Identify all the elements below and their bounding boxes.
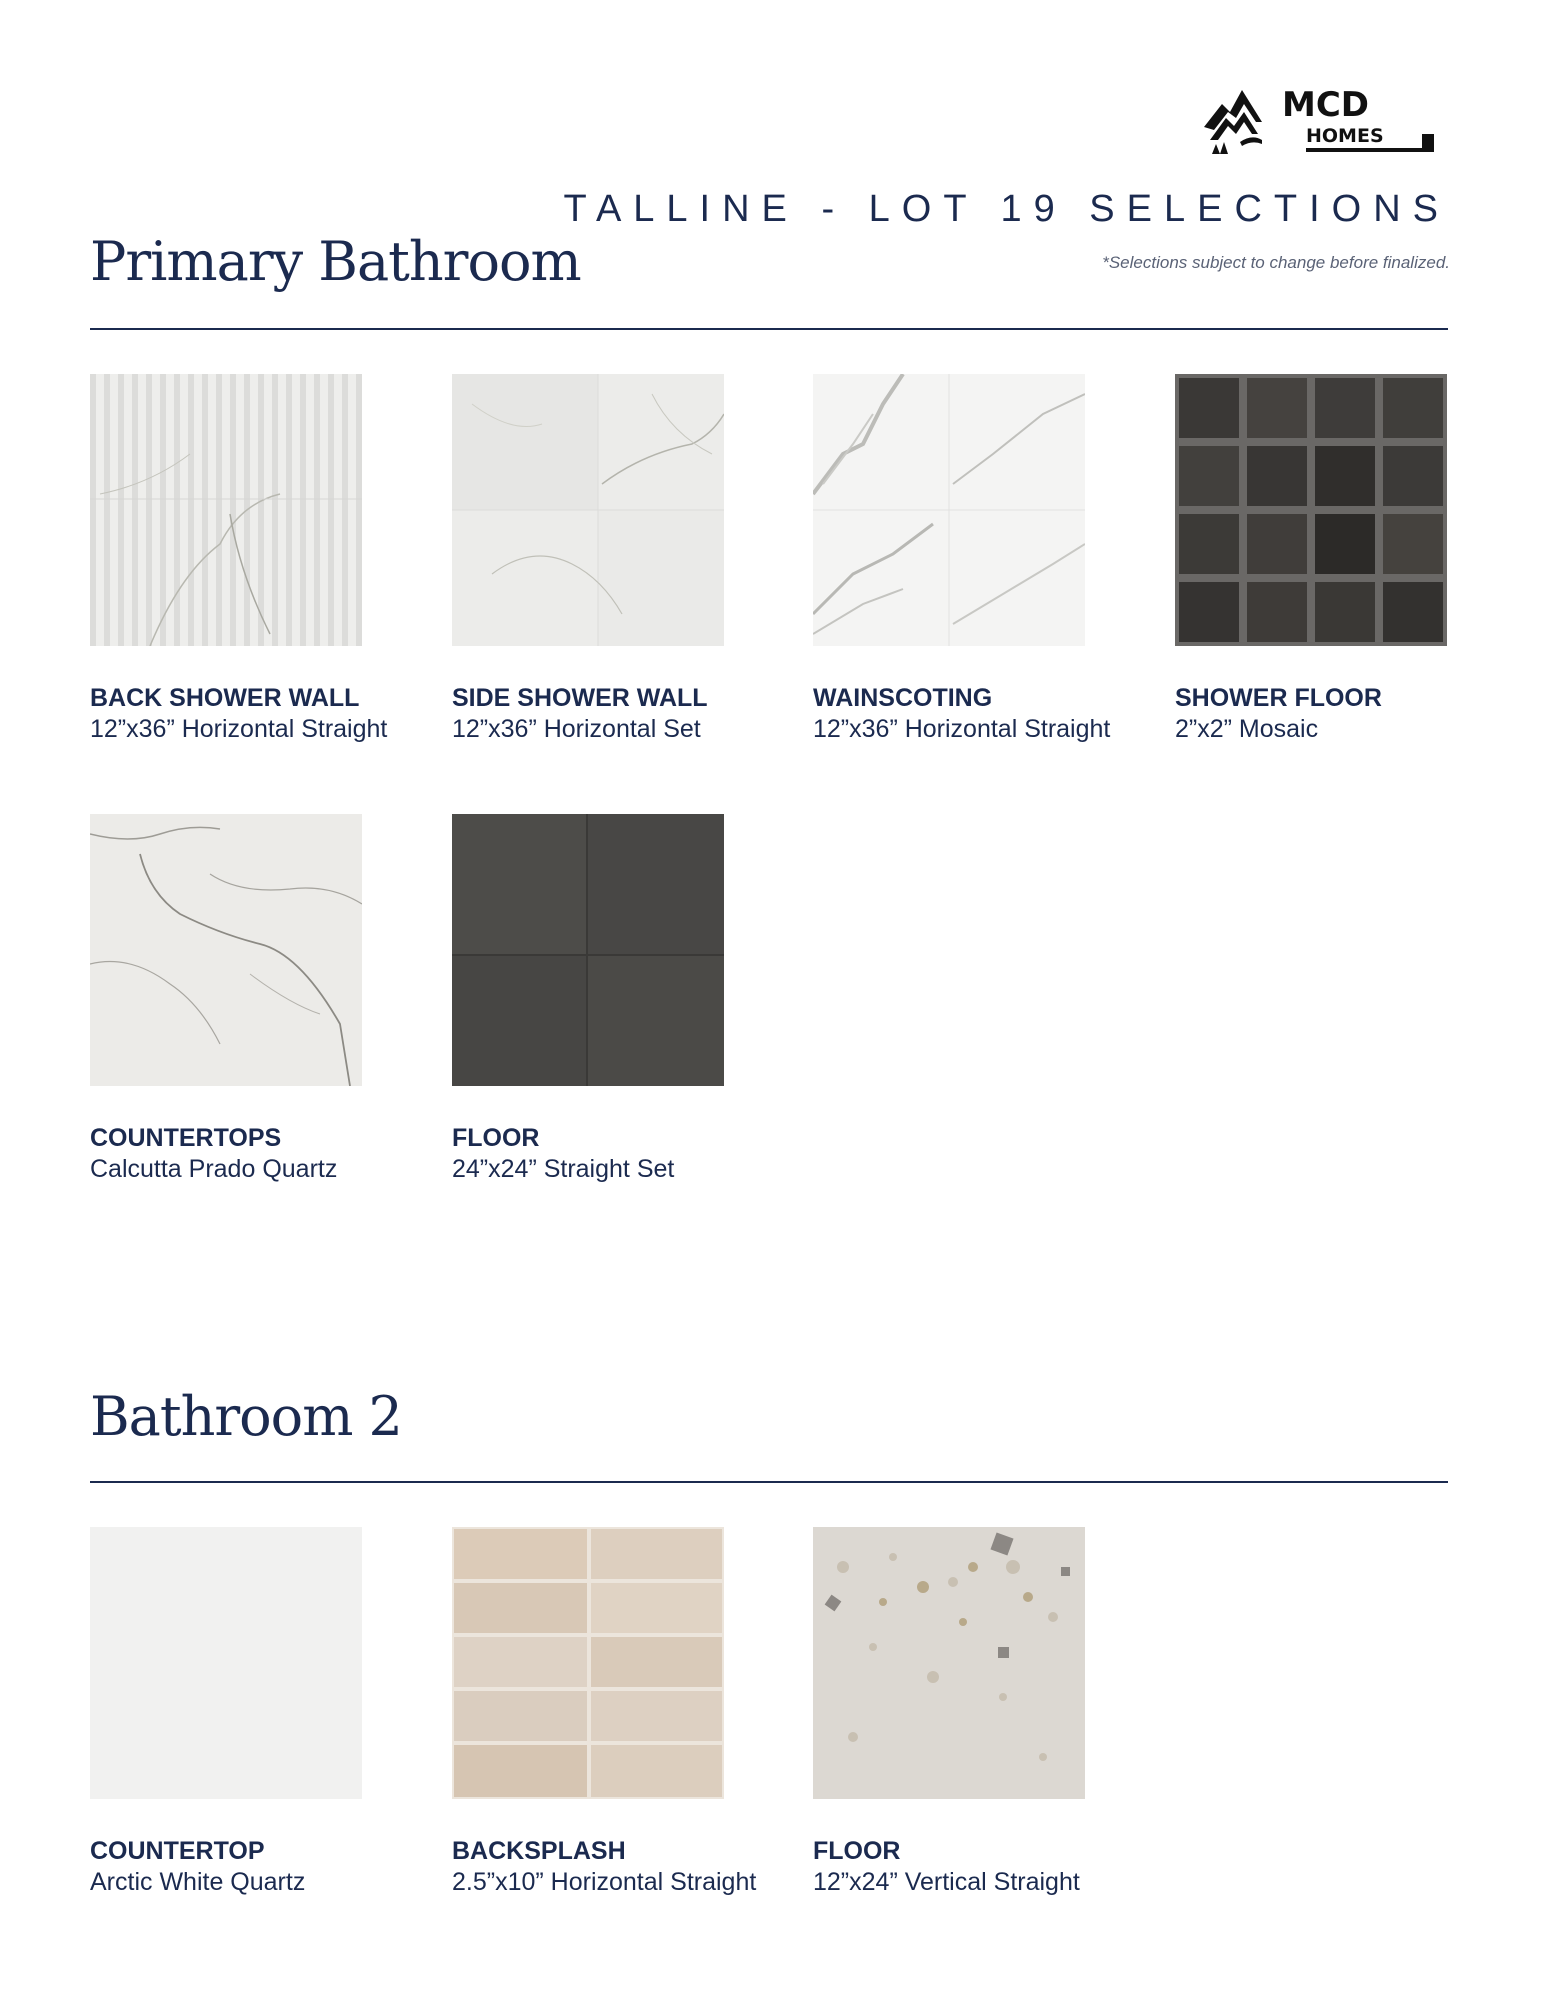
section-divider — [90, 1481, 1448, 1483]
item-label: SIDE SHOWER WALL — [452, 684, 708, 712]
charcoal-mosaic-swatch — [1175, 374, 1447, 646]
veined-quartz-swatch — [90, 814, 362, 1086]
item-description: 2”x2” Mosaic — [1175, 715, 1319, 743]
section-divider — [90, 328, 1448, 330]
item-label: SHOWER FLOOR — [1175, 684, 1382, 712]
selection-item — [1175, 374, 1515, 744]
item-description: 12”x36” Horizontal Straight — [813, 715, 1111, 743]
item-description: Arctic White Quartz — [90, 1868, 306, 1896]
item-description: 24”x24” Straight Set — [452, 1155, 675, 1183]
arctic-white-quartz-swatch — [90, 1527, 362, 1799]
section-title-primary-bathroom: Primary Bathroom — [90, 230, 581, 293]
white-onyx-swatch — [452, 374, 724, 646]
selection-item — [452, 814, 792, 1184]
fluted-marble-swatch — [90, 374, 362, 646]
item-label: WAINSCOTING — [813, 684, 993, 712]
item-description: 2.5”x10” Horizontal Straight — [452, 1868, 757, 1896]
logo-text-top: MCD — [1282, 85, 1370, 125]
item-label: COUNTERTOPS — [90, 1124, 282, 1152]
selection-item — [90, 814, 430, 1184]
calacatta-marble-swatch — [813, 374, 1085, 646]
item-description: 12”x36” Horizontal Straight — [90, 715, 388, 743]
document-title: TALLINE - LOT 19 SELECTIONS — [563, 188, 1450, 230]
item-label: BACKSPLASH — [452, 1837, 626, 1865]
mcd-homes-logo — [1200, 82, 1450, 162]
mountain-logo-icon — [1200, 82, 1450, 162]
item-label: BACK SHOWER WALL — [90, 684, 360, 712]
selection-item — [813, 374, 1153, 744]
selection-item — [90, 1527, 430, 1897]
item-description: Calcutta Prado Quartz — [90, 1155, 338, 1183]
selection-item — [452, 374, 792, 744]
dark-porcelain-swatch — [452, 814, 724, 1086]
item-description: 12”x36” Horizontal Set — [452, 715, 701, 743]
section-title-bathroom-2: Bathroom 2 — [90, 1385, 402, 1448]
logo-text-bottom: HOMES — [1306, 125, 1384, 147]
beige-subway-swatch — [452, 1527, 724, 1799]
disclaimer-note: *Selections subject to change before finalized. — [1102, 253, 1450, 272]
item-label: FLOOR — [813, 1837, 901, 1865]
selection-item — [813, 1527, 1153, 1897]
terrazzo-swatch — [813, 1527, 1085, 1799]
item-label: FLOOR — [452, 1124, 540, 1152]
selection-item — [452, 1527, 792, 1897]
item-label: COUNTERTOP — [90, 1837, 265, 1865]
selection-item — [90, 374, 430, 744]
item-description: 12”x24” Vertical Straight — [813, 1868, 1080, 1896]
